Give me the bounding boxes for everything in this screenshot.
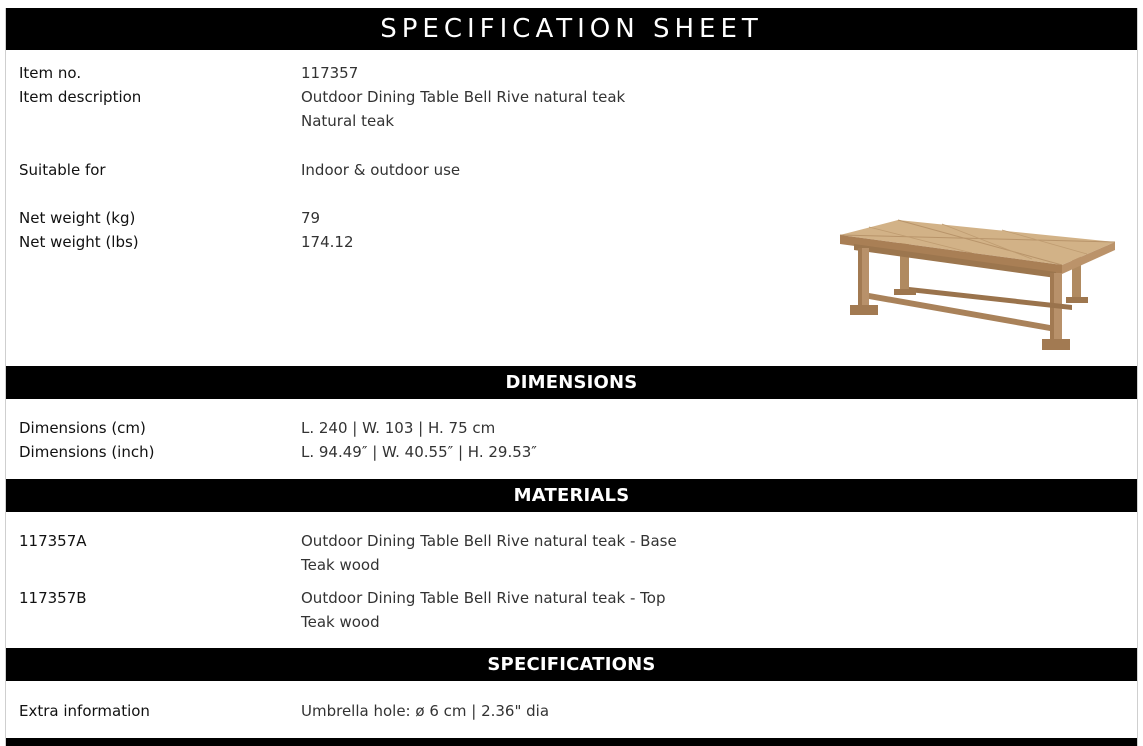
net-weight-kg-value: 79 (301, 209, 321, 227)
material-type: Teak wood (301, 613, 380, 631)
dimensions-cm-label: Dimensions (cm) (19, 419, 146, 437)
item-finish-value: Natural teak (301, 112, 395, 130)
dimensions-inch-label: Dimensions (inch) (19, 443, 155, 461)
material-code: 117357A (19, 532, 87, 550)
net-weight-lbs-value: 174.12 (301, 233, 354, 251)
extra-information-label: Extra information (19, 702, 150, 720)
dimensions-section-header: DIMENSIONS (6, 366, 1137, 399)
net-weight-kg-label: Net weight (kg) (19, 209, 136, 227)
specification-sheet (5, 8, 1138, 746)
specifications-section-header: SPECIFICATIONS (6, 648, 1137, 681)
dimensions-inch-value: L. 94.49″ | W. 40.55″ | H. 29.53″ (301, 443, 537, 461)
material-type: Teak wood (301, 556, 380, 574)
material-description: Outdoor Dining Table Bell Rive natural teak - Top (301, 589, 666, 607)
suitable-for-label: Suitable for (19, 161, 106, 179)
net-weight-lbs-label: Net weight (lbs) (19, 233, 139, 251)
item-description-value: Outdoor Dining Table Bell Rive natural teak (301, 88, 626, 106)
item-no-label: Item no. (19, 64, 82, 82)
page-title: SPECIFICATION SHEET (6, 8, 1137, 50)
bottom-section-bar (6, 738, 1137, 746)
extra-information-value: Umbrella hole: ø 6 cm | 2.36" dia (301, 702, 550, 720)
dimensions-cm-value: L. 240 | W. 103 | H. 75 cm (301, 419, 496, 437)
product-image-dining-table (832, 215, 1115, 358)
materials-section-header: MATERIALS (6, 479, 1137, 512)
suitable-for-value: Indoor & outdoor use (301, 161, 461, 179)
item-description-label: Item description (19, 88, 142, 106)
material-code: 117357B (19, 589, 87, 607)
item-no-value: 117357 (301, 64, 359, 82)
material-description: Outdoor Dining Table Bell Rive natural teak - Base (301, 532, 677, 550)
